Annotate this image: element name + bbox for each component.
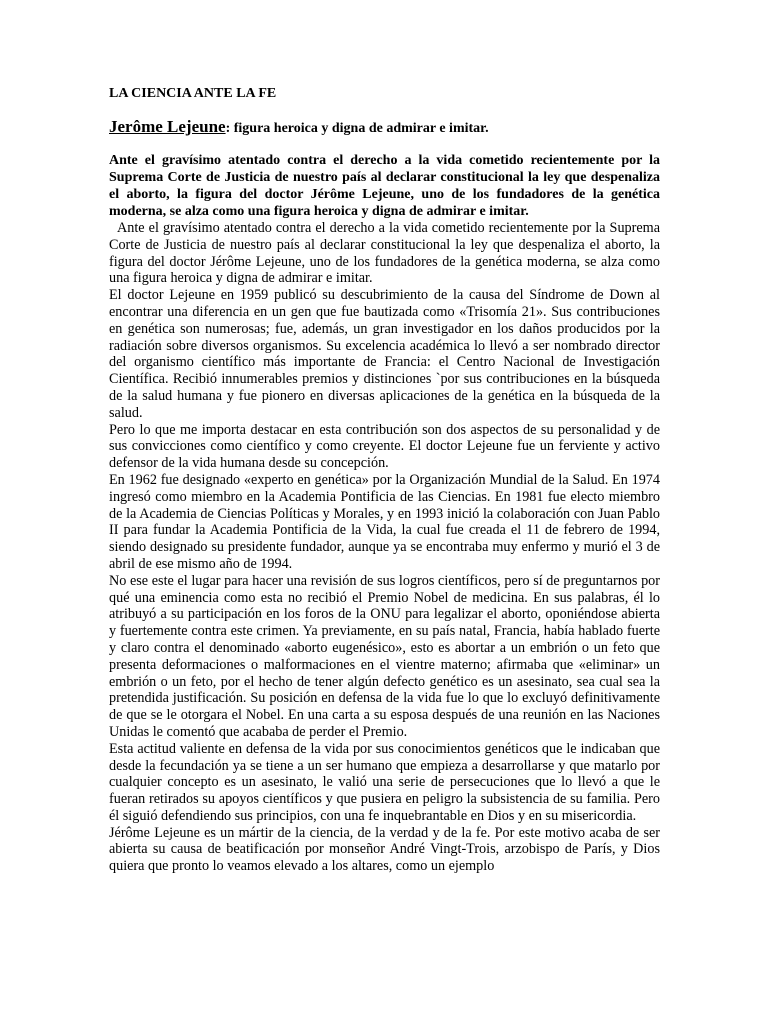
document-subtitle bbox=[109, 118, 660, 138]
body-paragraph-4: En 1962 fue designado «experto en genética» por la Organización Mundial de la Salud. En 1974 ingresó como miembro en la Academia Pontificia de las Ciencias. En 1981 fue electo miembro de la Academia de Ciencias Políticas y Morales, y en 1993 inició la colaboración con Juan Pablo II para fundar la Academia Pontificia de la Vida, la cual fue creada el 11 de febrero de 1994, siendo designado su presidente fundador, aunque ya se encontraba muy enfermo y murió el 3 de abril de ese mismo año de 1994. bbox=[109, 471, 660, 572]
body-text bbox=[109, 220, 660, 875]
body-paragraph-7: Jérôme Lejeune es un mártir de la ciencia, de la verdad y de la fe. Por este motivo acaba de ser abierta su causa de beatificación por monseñor André Vingt-Trois, arzobispo de París, y Dios quiera que pronto lo veamos elevado a los altares, como un ejemplo bbox=[109, 824, 660, 875]
body-paragraph-1: Ante el gravísimo atentado contra el derecho a la vida cometido recientemente por la Suprema Corte de Justicia de nuestro país al declarar constitucional la ley que despenaliza el aborto, la figura del doctor Jérôme Lejeune, uno de los fundadores de la genética moderna, se alza como una figura heroica y digna de admirar e imitar. bbox=[109, 220, 660, 287]
body-paragraph-6: Esta actitud valiente en defensa de la vida por sus conocimientos genéticos que le indicaban que desde la fecundación ya se tiene a un ser humano que empieza a desarrollarse y que matarlo por cualquier concepto es un asesinato, le valió una serie de persecuciones que lo llevó a que le fueran retirados su apoyos científicos y que pusiera en peligro la subsistencia de su familia. Pero él siguió defendiendo sus principios, con una fe inquebrantable en Dios y en su misericordia. bbox=[109, 740, 660, 824]
body-paragraph-3: Pero lo que me importa destacar en esta contribución son dos aspectos de su personalidad y de sus convicciones como científico y como creyente. El doctor Lejeune fue un ferviente y activo defensor de la vida humana desde su concepción. bbox=[109, 421, 660, 472]
document-title: LA CIENCIA ANTE LA FE bbox=[109, 86, 277, 101]
lead-paragraph: Ante el gravísimo atentado contra el derecho a la vida cometido recientemente por la Suprema Corte de Justicia de nuestro país al declarar constitucional la ley que despenaliza el aborto, la figura del doctor Jérôme Lejeune, uno de los fundadores de la genética moderna, se alza como una figura heroica y digna de admirar e imitar. bbox=[109, 153, 660, 219]
body-paragraph-2: El doctor Lejeune en 1959 publicó su descubrimiento de la causa del Síndrome de Down al encontrar una diferencia en un gen que fue bautizada como «Trisomía 21». Sus contribuciones en genética son numerosas; fue, además, un gran investigador en los daños producidos por la radiación sobre diversos organismos. Su excelencia académica lo llevó a ser nombrado director del organismo científico más importante de Francia: el Centro Nacional de Investigación Científica. Recibió innumerables premios y distinciones `por sus contribuciones en la búsqueda de la salud humana y fue pionero en diversas aplicaciones de la genética en la búsqueda de la salud. bbox=[109, 287, 660, 421]
document-page bbox=[109, 86, 660, 875]
subtitle-rest: : figura heroica y digna de admirar e imitar. bbox=[225, 121, 489, 136]
subtitle-name: Jerôme Lejeune bbox=[109, 117, 226, 136]
body-paragraph-5: No ese este el lugar para hacer una revisión de sus logros científicos, pero sí de preguntarnos por qué una eminencia como esta no recibió el Premio Nobel de medicina. En sus palabras, él lo atribuyó a su participación en los foros de la ONU para legalizar el aborto, oponiéndose abierta y fuertemente contra este crimen. Ya previamente, en su país natal, Francia, había hablado fuerte y claro contra el denominado «aborto eugenésico», esto es abortar a un embrión o un feto que presenta deformaciones o malformaciones en el vientre materno; afirmaba que «eliminar» un embrión o un feto, por el hecho de tener algún defecto genético es un asesinato, sea cual sea la pretendida justificación. Su posición en defensa de la vida fue lo que lo excluyó definitivamente de que se le otorgara el Nobel. En una carta a su esposa después de una reunión en las Naciones Unidas le comentó que acababa de perder el Premio. bbox=[109, 572, 660, 740]
